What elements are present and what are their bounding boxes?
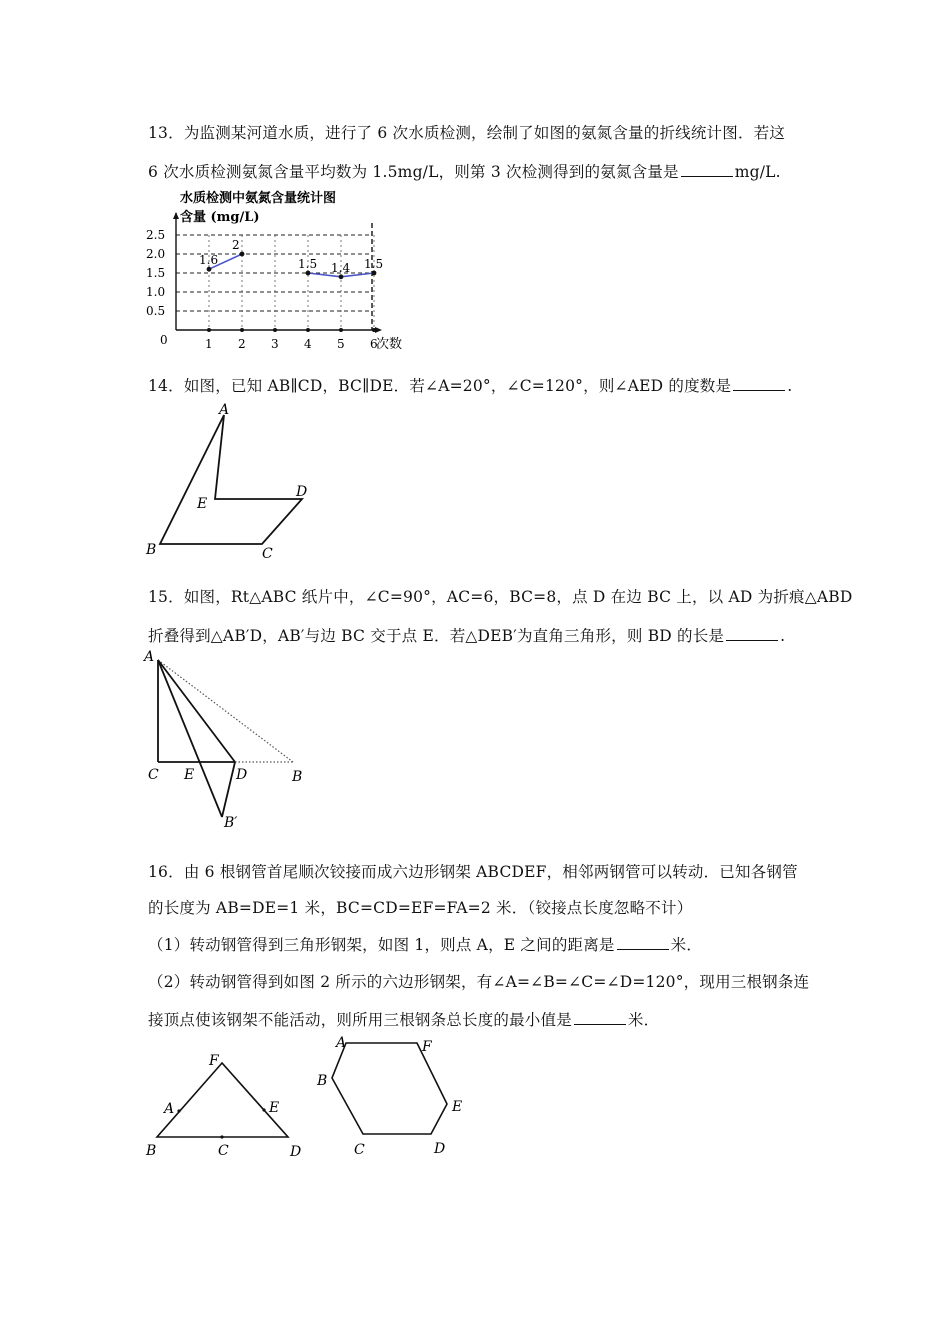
- q15-figure: [140, 645, 315, 835]
- chart-ytick-label: 1.0: [146, 285, 166, 299]
- chart-xtick-label: 1: [205, 337, 213, 351]
- q13-line2-text: 6 次水质检测氨氮含量平均数为 1.5mg/L，则第 3 次检测得到的氨氮含量是: [148, 163, 679, 181]
- q14-shape-outline: [160, 415, 302, 544]
- q16-fig2-label-d: D: [434, 1141, 446, 1157]
- q16-fig1-label-a: A: [164, 1101, 175, 1117]
- q16-fig2-label-a: A: [336, 1035, 347, 1051]
- chart-ytick-label: 0.5: [146, 304, 166, 318]
- q16-fig2-hexagon: [332, 1043, 447, 1134]
- q14-figure: [140, 400, 320, 565]
- q16-line3-text: （1）转动钢管得到三角形钢架，如图 1，则点 A，E 之间的距离是: [148, 936, 615, 954]
- q15-answer-blank: [726, 626, 778, 641]
- chart-origin-label: 0: [160, 333, 168, 347]
- q15-line2-end: .: [780, 627, 786, 645]
- q15-segment-ad: [158, 660, 235, 762]
- q15-label-b: B: [292, 769, 303, 785]
- chart-ylabel: 含量 (mg/L): [180, 210, 260, 225]
- q15-label-c: C: [148, 767, 159, 783]
- chart-data-label: 2: [232, 238, 240, 252]
- q16-fig1-label-c: C: [218, 1143, 229, 1159]
- q13-line2-unit: mg/L.: [734, 163, 781, 181]
- q14-answer-blank: [733, 376, 785, 391]
- q14-label-c: C: [262, 546, 273, 562]
- q14-text: [148, 374, 792, 396]
- q16-fig2-label-e: E: [452, 1099, 463, 1115]
- q16-figure-2: [310, 1035, 470, 1165]
- q16-fig2-label-c: C: [354, 1142, 365, 1158]
- chart-x-axis-arrow: [375, 327, 382, 333]
- q16-fig1-point-e: [262, 1108, 265, 1111]
- chart-title: 水质检测中氨氮含量统计图: [180, 191, 337, 206]
- q13-line-chart: [140, 188, 410, 358]
- q16-line5-unit: 米．: [627, 1011, 660, 1029]
- q13-answer-blank: [681, 162, 733, 177]
- chart-ytick-label: 1.5: [146, 266, 166, 280]
- chart-data-label: 1.5: [298, 257, 318, 271]
- q16-fig2-label-f: F: [422, 1039, 432, 1055]
- q13-line2: [148, 160, 781, 182]
- q14-text-body: 14．如图，已知 AB∥CD，BC∥DE．若∠A=20°，∠C=120°，则∠AED 的度数是: [148, 377, 732, 395]
- chart-xtick-label: 3: [271, 337, 279, 351]
- q16-answer-blank-2: [574, 1010, 626, 1025]
- chart-xtick-label: 5: [337, 337, 345, 351]
- q13-line1: 13．为监测某河道水质，进行了 6 次水质检测，绘制了如图的氨氮含量的折线统计图．若这: [148, 124, 786, 142]
- q15-segment-db-prime: [222, 762, 235, 817]
- chart-data-point: [306, 271, 311, 276]
- q16-fig1-point-a: [177, 1109, 180, 1112]
- q16-line1: 16．由 6 根钢管首尾顺次铰接而成六边形钢架 ABCDEF，相邻两钢管可以转动．已知各钢管: [148, 863, 798, 881]
- q15-label-d: D: [236, 767, 248, 783]
- chart-xtick-label: 2: [238, 337, 246, 351]
- chart-data-point: [240, 252, 245, 257]
- q15-line2-text: 折叠得到△AB′D，AB′与边 BC 交于点 E．若△DEB′为直角三角形，则 BD 的长是: [148, 627, 725, 645]
- chart-data-label: 1.5: [364, 257, 384, 271]
- q16-fig1-label-e: E: [269, 1100, 280, 1116]
- chart-data-point: [207, 267, 212, 272]
- q16-fig1-label-f: F: [209, 1053, 219, 1069]
- chart-xtick-label: 4: [304, 337, 312, 351]
- chart-y-axis-arrow: [173, 212, 179, 219]
- q16-line5: [148, 1008, 659, 1030]
- q16-answer-blank-1: [617, 935, 669, 950]
- q16-line3: [148, 933, 702, 955]
- q14-label-b: B: [146, 542, 157, 558]
- chart-ytick-label: 2.0: [146, 247, 166, 261]
- q16-line4: （2）转动钢管得到如图 2 所示的六边形钢架，有∠A=∠B=∠C=∠D=120°，现用三根钢条连: [148, 973, 810, 991]
- q16-line3-unit: 米．: [670, 936, 703, 954]
- q15-label-b-prime: B′: [224, 815, 238, 831]
- q15-label-a: A: [144, 649, 155, 665]
- q16-fig1-point-c: [220, 1135, 223, 1138]
- chart-data-label: 1.4: [331, 260, 351, 275]
- q16-line2: 的长度为 AB=DE=1 米，BC=CD=EF=FA=2 米．（铰接点长度忽略不计）: [148, 899, 693, 917]
- q15-line2: [148, 624, 785, 646]
- chart-data-point: [372, 271, 377, 276]
- q16-fig2-label-b: B: [317, 1073, 328, 1089]
- q14-label-d: D: [296, 484, 308, 500]
- q16-figure-1: [140, 1045, 315, 1165]
- chart-xtick-label: 6: [370, 337, 378, 351]
- q16-line5-text: 接顶点使该钢架不能活动，则所用三根钢条总长度的最小值是: [148, 1011, 572, 1029]
- q14-label-e: E: [197, 496, 208, 512]
- q14-label-a: A: [219, 402, 230, 418]
- q16-fig1-label-b: B: [146, 1143, 157, 1159]
- q14-text-end: .: [787, 377, 793, 395]
- q15-line1: 15．如图，Rt△ABC 纸片中，∠C=90°，AC=6，BC=8，点 D 在边 BC 上，以 AD 为折痕△ABD: [148, 588, 853, 606]
- chart-ytick-label: 2.5: [146, 228, 166, 242]
- chart-xlabel: 次数: [376, 337, 403, 352]
- q15-label-e: E: [184, 767, 195, 783]
- chart-data-label: 1.6: [199, 253, 219, 268]
- q16-fig1-label-d: D: [290, 1144, 302, 1160]
- chart-data-point: [339, 274, 344, 279]
